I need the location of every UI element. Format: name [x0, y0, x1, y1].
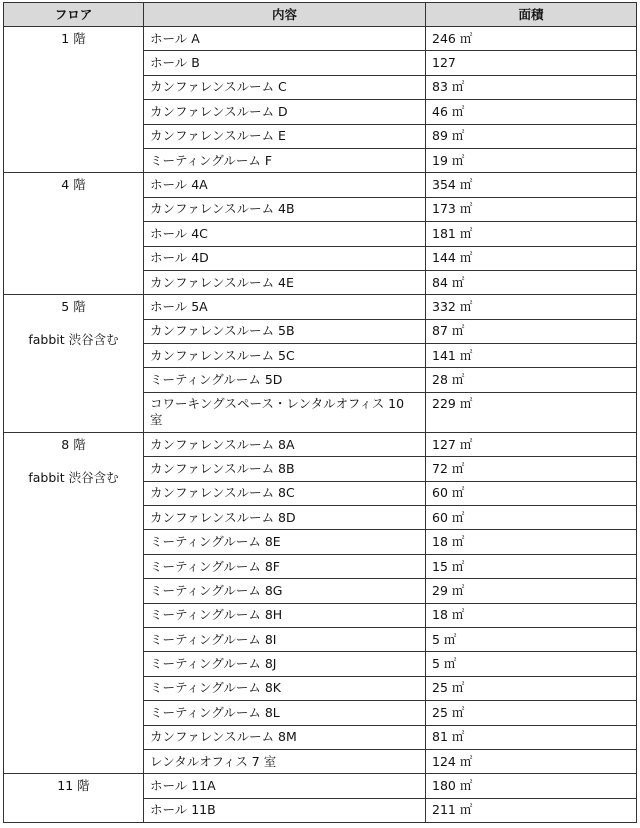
room-name-cell: コワーキングスペース・レンタルオフィス 10 室 — [144, 392, 426, 432]
room-area-cell: 173 ㎡ — [426, 197, 637, 221]
room-name-cell: ホール A — [144, 27, 426, 51]
room-area-cell: 81 ㎡ — [426, 725, 637, 749]
room-name-cell: ホール 4A — [144, 173, 426, 197]
room-area-cell: 354 ㎡ — [426, 173, 637, 197]
room-area-cell: 211 ㎡ — [426, 798, 637, 822]
floor-note: fabbit 渋谷含む — [28, 332, 119, 348]
floor-cell — [4, 774, 144, 823]
room-area-cell: 246 ㎡ — [426, 27, 637, 51]
room-area-cell: 127 — [426, 51, 637, 75]
room-area-cell: 60 ㎡ — [426, 506, 637, 530]
room-name-cell: ミーティングルーム 5D — [144, 368, 426, 392]
room-name-cell: ホール 11B — [144, 798, 426, 822]
floor-label: 4 階 — [61, 177, 86, 193]
table-body — [4, 27, 637, 823]
room-area-cell: 124 ㎡ — [426, 749, 637, 773]
room-name-cell: カンファレンスルーム D — [144, 100, 426, 124]
room-name-cell: レンタルオフィス 7 室 — [144, 749, 426, 773]
room-area-cell: 87 ㎡ — [426, 319, 637, 343]
table-row — [4, 432, 637, 456]
floor-cell — [4, 295, 144, 433]
table-row — [4, 27, 637, 51]
room-area-cell: 60 ㎡ — [426, 481, 637, 505]
room-name-cell: ミーティングルーム 8I — [144, 627, 426, 651]
room-name-cell: ミーティングルーム 8F — [144, 554, 426, 578]
room-area-cell: 5 ㎡ — [426, 652, 637, 676]
room-name-cell: カンファレンスルーム 5B — [144, 319, 426, 343]
header-area: 面積 — [426, 3, 637, 27]
room-area-cell: 72 ㎡ — [426, 457, 637, 481]
room-name-cell: ホール 4C — [144, 222, 426, 246]
room-name-cell: カンファレンスルーム 8M — [144, 725, 426, 749]
floor-area-table — [3, 2, 637, 823]
table-row — [4, 173, 637, 197]
room-area-cell: 144 ㎡ — [426, 246, 637, 270]
room-area-cell: 83 ㎡ — [426, 75, 637, 99]
room-area-cell: 29 ㎡ — [426, 579, 637, 603]
room-area-cell: 84 ㎡ — [426, 270, 637, 294]
room-area-cell: 25 ㎡ — [426, 676, 637, 700]
table-row — [4, 774, 637, 798]
floor-label: 1 階 — [61, 31, 86, 46]
room-area-cell: 180 ㎡ — [426, 774, 637, 798]
room-name-cell: ミーティングルーム 8K — [144, 676, 426, 700]
floor-label: 8 階 — [61, 436, 86, 452]
floor-cell — [4, 432, 144, 773]
room-name-cell: カンファレンスルーム 4B — [144, 197, 426, 221]
room-area-cell: 229 ㎡ — [426, 392, 637, 432]
room-area-cell: 89 ㎡ — [426, 124, 637, 148]
room-area-cell: 141 ㎡ — [426, 344, 637, 368]
room-name-cell: カンファレンスルーム 5C — [144, 344, 426, 368]
room-name-cell: カンファレンスルーム 8C — [144, 481, 426, 505]
room-area-cell: 19 ㎡ — [426, 148, 637, 172]
room-name-cell: ホール B — [144, 51, 426, 75]
floor-area-table-container — [3, 2, 636, 823]
room-area-cell: 28 ㎡ — [426, 368, 637, 392]
room-name-cell: ホール 5A — [144, 295, 426, 319]
room-area-cell: 181 ㎡ — [426, 222, 637, 246]
room-name-cell: ホール 11A — [144, 774, 426, 798]
room-name-cell: カンファレンスルーム 8A — [144, 432, 426, 456]
room-name-cell: ホール 4D — [144, 246, 426, 270]
floor-cell — [4, 173, 144, 295]
room-name-cell: カンファレンスルーム E — [144, 124, 426, 148]
room-name-cell: ミーティングルーム 8E — [144, 530, 426, 554]
room-name-cell: ミーティングルーム 8L — [144, 701, 426, 725]
room-area-cell: 25 ㎡ — [426, 701, 637, 725]
table-header-row — [4, 3, 637, 27]
header-content: 内容 — [144, 3, 426, 27]
room-area-cell: 15 ㎡ — [426, 554, 637, 578]
room-area-cell: 5 ㎡ — [426, 627, 637, 651]
floor-note: fabbit 渋谷含む — [28, 469, 119, 485]
room-name-cell: ミーティングルーム 8H — [144, 603, 426, 627]
table-row — [4, 295, 637, 319]
floor-label: 11 階 — [57, 778, 90, 794]
room-area-cell: 46 ㎡ — [426, 100, 637, 124]
room-area-cell: 127 ㎡ — [426, 432, 637, 456]
room-area-cell: 18 ㎡ — [426, 530, 637, 554]
floor-cell — [4, 27, 144, 173]
room-name-cell: カンファレンスルーム 8D — [144, 506, 426, 530]
room-name-cell: ミーティングルーム F — [144, 148, 426, 172]
room-name-cell: カンファレンスルーム 8B — [144, 457, 426, 481]
room-area-cell: 18 ㎡ — [426, 603, 637, 627]
room-name-cell: ミーティングルーム 8G — [144, 579, 426, 603]
room-name-cell: カンファレンスルーム C — [144, 75, 426, 99]
room-name-cell: カンファレンスルーム 4E — [144, 270, 426, 294]
floor-label: 5 階 — [61, 299, 86, 315]
header-floor: フロア — [4, 3, 144, 27]
room-name-cell: ミーティングルーム 8J — [144, 652, 426, 676]
room-area-cell: 332 ㎡ — [426, 295, 637, 319]
